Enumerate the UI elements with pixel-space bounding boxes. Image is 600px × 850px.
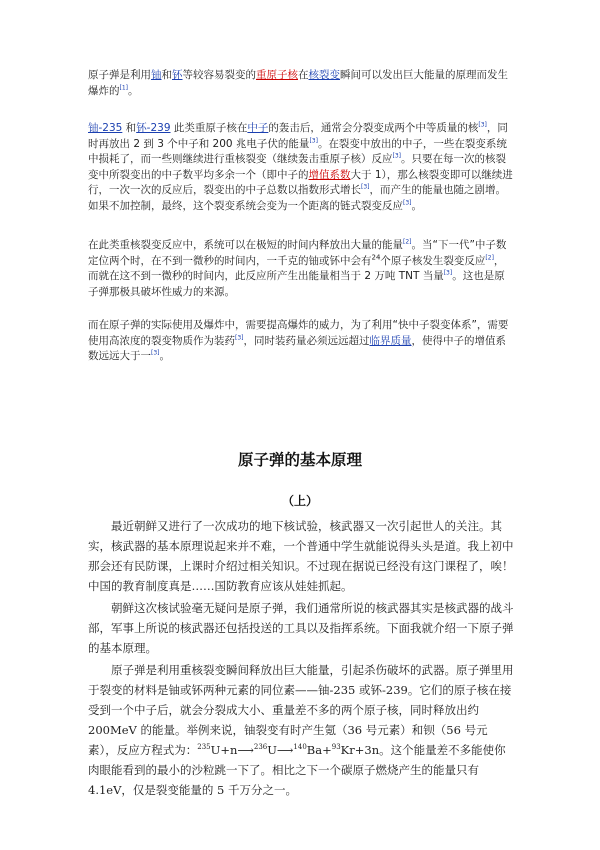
link-u235[interactable]: 铀-235	[88, 122, 123, 134]
text: 。	[159, 350, 170, 362]
citation-link[interactable]: [3]	[443, 269, 453, 277]
text: 。在裂变中放出的中子，一些在裂变系统中损耗了，而一些则继续进行重核裂变（继续轰击重原子核）反应	[88, 137, 507, 165]
text: Kr+3n。这个能量差不多能使你肉眼能看到的最小的沙粒跳一下了。相比之下一个碳原子燃烧产生的能量只有 4.1eV，仅是裂变能量的 5 千万分之一。	[88, 743, 506, 797]
paragraph-text: 最近朝鲜又进行了一次成功的地下核试验，核武器又一次引起世人的关注。其实，核武器的基本原理说起来并不难，一个普通中学生就能说得头头是道。我上初中那会还有民防课，上课时介绍过相关知识。不过现在据说已经没有这门课程了，唉！中国的教育制度真是……国防教育应该从娃娃抓起。	[88, 519, 514, 593]
text: ，而就在这不到一微秒的时间内，此反应所产生出能量相当于 2 万吨 TNT 当量	[88, 254, 505, 282]
text: 个原子核发生裂变反应	[380, 254, 486, 267]
citation-link[interactable]: [3]	[235, 334, 244, 341]
link-heavy-nucleus[interactable]: 重原子核	[256, 69, 298, 81]
text: ，同时再放出 2 到 3 个中子和 200 兆电子伏的能量	[88, 122, 508, 150]
link-uranium[interactable]: 铀	[151, 69, 162, 81]
link-nuclear-fission[interactable]: 核裂变	[308, 69, 340, 81]
text: 原子弹是利用重核裂变瞬间释放出巨大能量，引起杀伤破坏的武器。原子弹里用于裂变的材料是铀或钚两种元素的同位素——铀-235 或钚-239。它们的原子核在接受到一个中子后，就会分裂成大小、重量差不多的两个原子核，同时释放出约 200MeV 的能量。举例来说，铀裂变有时产生氪（36 号元素）和钡（56 号元素），反应方程式为：	[88, 663, 514, 757]
text: 在此类重核裂变反应中，系统可以在极短的时间内释放出大量的能量	[88, 239, 403, 251]
text: 。当“下一代”中子数定位两个时，在不到一微秒的时间内，一千克的铀或钚中会有	[88, 239, 507, 267]
citation-link[interactable]: [3]	[309, 137, 318, 144]
wiki-paragraph-4	[88, 318, 514, 365]
text: ，而产生的能量也随之剧增。如果不加控制，最终，这个裂变系统会变为一个距离的链式裂变反应	[88, 184, 506, 212]
wiki-paragraph-2	[88, 121, 514, 214]
text: 。只要在每一次的核裂变中所裂变出的中子数平均多余一个（即中子的	[88, 153, 506, 181]
citation-link[interactable]: [2]	[485, 254, 494, 261]
text: 在	[298, 69, 309, 81]
paragraph-text: 朝鲜这次核试验毫无疑问是原子弹，我们通常所说的核武器其实是核武器的战斗部，军事上所说的核武器还包括投送的工具以及指挥系统。下面我就介绍一下原子弹的基本原理。	[88, 601, 514, 655]
text: 。	[411, 199, 422, 212]
superscript: 235	[197, 743, 211, 752]
text: ，使得中子的增值系数远远大于一	[88, 334, 506, 362]
link-critical-mass[interactable]: 临界质量	[369, 334, 412, 347]
text: 和	[122, 122, 137, 134]
section-subtitle: （上）	[281, 494, 318, 508]
citation-link[interactable]: [2]	[403, 238, 412, 246]
text: 大于 1），那么核裂变即可以继续进行，一次一次的反应后，裂变出的中子总数以指数形式增长	[88, 168, 513, 196]
text: 等较容易裂变的	[182, 69, 256, 81]
text: 此类重原子核在	[170, 122, 248, 134]
text: ，同时装药量必须远远超过	[243, 334, 370, 347]
superscript: 236	[253, 743, 268, 752]
wiki-paragraph-3	[88, 238, 514, 300]
text: 和	[161, 69, 172, 81]
text: 。	[128, 84, 139, 97]
link-multiplication-factor[interactable]: 增值系数	[308, 168, 351, 181]
link-pu239[interactable]: 钚-239	[136, 122, 171, 134]
text: 的轰击后，通常会分裂变成两个中等质量的核	[268, 122, 479, 134]
citation-link[interactable]: [3]	[361, 183, 370, 191]
text: 原子弹是利用	[88, 69, 151, 81]
link-plutonium[interactable]: 钚	[172, 69, 183, 81]
wiki-paragraph-1	[88, 68, 514, 99]
citation-link[interactable]: [3]	[151, 349, 160, 357]
text: 瞬间可以发出巨大能量的原理而发生爆炸的	[88, 69, 508, 97]
citation-link[interactable]: [1]	[119, 84, 128, 91]
section-title: 原子弹的基本原理	[237, 451, 362, 469]
text: 。这也是原子弹那极具破坏性威力的来源。	[88, 270, 505, 298]
text: U+n⟶	[210, 743, 254, 757]
essay-paragraph-1	[88, 516, 514, 596]
citation-link[interactable]: [3]	[478, 121, 487, 129]
text: 而在原子弹的实际使用及爆炸中，需要提高爆炸的威力，为了利用“快中子裂变体系”，需要使用高浓度的裂变物质作为装药	[88, 319, 509, 347]
superscript: 140	[293, 743, 307, 752]
superscript: 24	[371, 253, 381, 261]
text: U⟶	[267, 743, 294, 757]
essay-paragraph-2	[88, 598, 514, 658]
citation-link[interactable]: [3]	[403, 199, 412, 206]
link-neutron[interactable]: 中子	[247, 122, 269, 134]
citation-link[interactable]: [3]	[392, 152, 401, 160]
text: Ba+	[306, 743, 332, 757]
superscript: 93	[331, 743, 341, 752]
essay-paragraph-3	[88, 660, 514, 800]
